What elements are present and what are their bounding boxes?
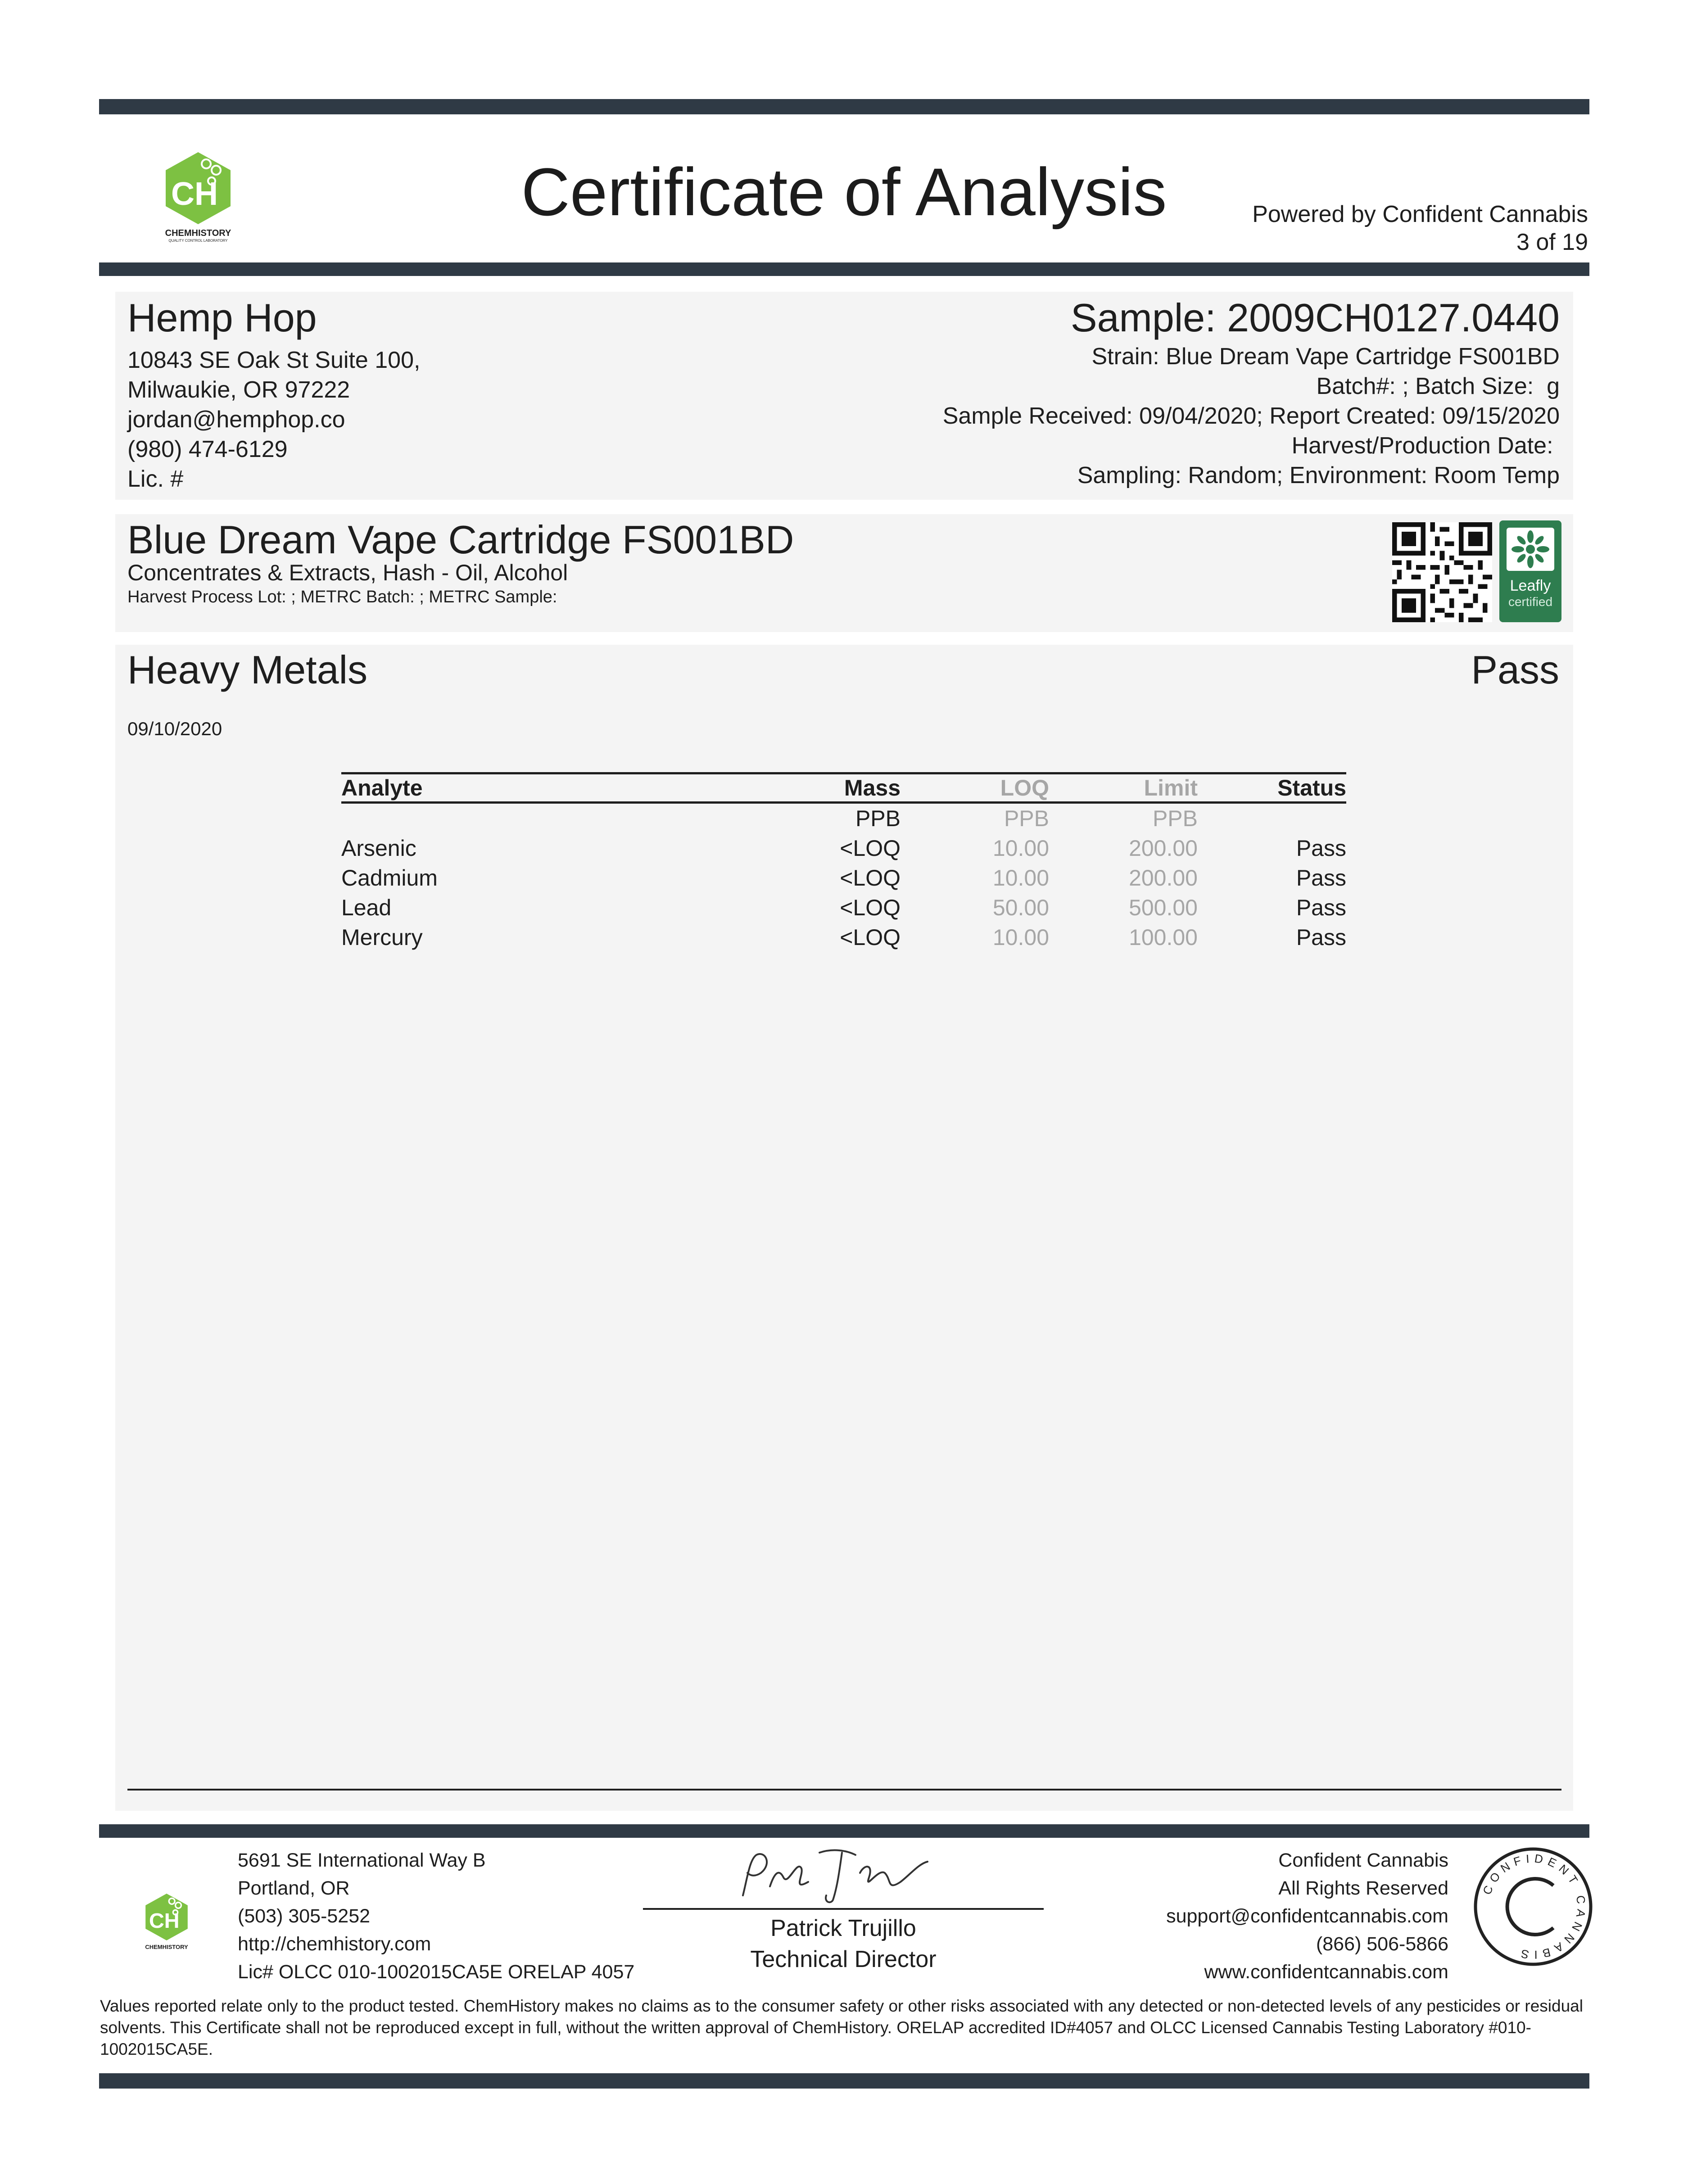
sample-batch: Batch#: ; Batch Size: g bbox=[1316, 373, 1560, 399]
product-category: Concentrates & Extracts, Hash - Oil, Alcohol bbox=[127, 560, 568, 585]
footer-lab-logo-text: CHEMHISTORY bbox=[145, 1944, 188, 1950]
page-number: 3 of 19 bbox=[1516, 229, 1588, 255]
cc-website[interactable]: www.confidentcannabis.com bbox=[1204, 1961, 1448, 1983]
client-address-2: Milwaukie, OR 97222 bbox=[127, 377, 350, 403]
section-result: Pass bbox=[1471, 647, 1559, 692]
bottom-bar bbox=[99, 2073, 1589, 2089]
sample-dates: Sample Received: 09/04/2020; Report Created: 09/15/2020 bbox=[942, 403, 1560, 429]
mass-cell: <LOQ bbox=[840, 836, 901, 861]
analyte-cell: Mercury bbox=[341, 925, 423, 950]
lab-license: Lic# OLCC 010-1002015CA5E ORELAP 4057 bbox=[238, 1961, 635, 1983]
lab-phone: (503) 305-5252 bbox=[238, 1905, 371, 1927]
col-loq: LOQ bbox=[1000, 775, 1049, 800]
analyte-cell: Lead bbox=[341, 895, 392, 920]
signature-line bbox=[643, 1908, 1044, 1910]
seal-text: CONFIDENT CANNABIS bbox=[1480, 1851, 1588, 1962]
page-title: Certificate of Analysis bbox=[521, 154, 1167, 230]
signature-image bbox=[729, 1841, 955, 1909]
footer-top-bar bbox=[99, 1824, 1589, 1838]
svg-text:CH: CH bbox=[149, 1909, 180, 1932]
unit-mass: PPB bbox=[855, 806, 901, 831]
status-cell: Pass bbox=[1296, 865, 1346, 891]
sample-sampling: Sampling: Random; Environment: Room Temp bbox=[1077, 462, 1560, 488]
chemhistory-hexagon-icon bbox=[137, 1891, 196, 1941]
sample-harvest-date: Harvest/Production Date: bbox=[1291, 433, 1560, 459]
leafly-leaf-icon bbox=[1499, 520, 1561, 574]
analyte-cell: Arsenic bbox=[341, 836, 416, 861]
lab-address-1: 5691 SE International Way B bbox=[238, 1849, 486, 1871]
header-divider-bar bbox=[99, 262, 1589, 276]
client-address-1: 10843 SE Oak St Suite 100, bbox=[127, 347, 421, 373]
cc-phone: (866) 506-5866 bbox=[1316, 1933, 1448, 1955]
lab-website[interactable]: http://chemhistory.com bbox=[238, 1933, 431, 1955]
qr-code-icon[interactable] bbox=[1392, 522, 1492, 622]
confident-cannabis-seal-icon bbox=[1472, 1846, 1594, 1967]
lab-logo-tagline: QUALITY CONTROL LABORATORY bbox=[168, 239, 228, 243]
svg-text:CONFIDENT CANNABIS bbox=[1480, 1851, 1588, 1962]
cc-name: Confident Cannabis bbox=[1278, 1849, 1448, 1871]
unit-loq: PPB bbox=[1004, 806, 1049, 831]
limit-cell: 100.00 bbox=[1129, 925, 1198, 950]
limit-cell: 200.00 bbox=[1129, 865, 1198, 891]
table-row bbox=[341, 863, 1346, 893]
limit-cell: 200.00 bbox=[1129, 836, 1198, 861]
table-header-row bbox=[341, 772, 1346, 804]
analyte-cell: Cadmium bbox=[341, 865, 438, 891]
signatory-name: Patrick Trujillo bbox=[770, 1915, 916, 1941]
lab-logo-text: CHEMHISTORY bbox=[165, 228, 231, 238]
lab-address-2: Portland, OR bbox=[238, 1877, 350, 1899]
section-title: Heavy Metals bbox=[127, 647, 368, 692]
leafly-certified-label: certified bbox=[1508, 595, 1553, 609]
results-bottom-rule bbox=[127, 1789, 1561, 1791]
leafly-label: Leafly bbox=[1510, 577, 1551, 594]
client-phone: (980) 474-6129 bbox=[127, 436, 288, 462]
table-units-row bbox=[341, 804, 1346, 833]
col-limit: Limit bbox=[1144, 775, 1198, 800]
loq-cell: 10.00 bbox=[992, 836, 1049, 861]
mass-cell: <LOQ bbox=[840, 925, 901, 950]
leafly-certified-badge bbox=[1499, 520, 1561, 622]
loq-cell: 50.00 bbox=[992, 895, 1049, 920]
table-row bbox=[341, 893, 1346, 922]
client-license: Lic. # bbox=[127, 466, 184, 492]
cc-email[interactable]: support@confidentcannabis.com bbox=[1166, 1905, 1448, 1927]
status-cell: Pass bbox=[1296, 925, 1346, 950]
product-lot-info: Harvest Process Lot: ; METRC Batch: ; METRC Sample: bbox=[127, 588, 557, 606]
loq-cell: 10.00 bbox=[992, 865, 1049, 891]
chemhistory-footer-logo bbox=[137, 1891, 196, 1949]
mass-cell: <LOQ bbox=[840, 895, 901, 920]
svg-text:CH: CH bbox=[171, 176, 218, 212]
powered-by: Powered by Confident Cannabis bbox=[1252, 201, 1588, 227]
top-bar bbox=[99, 99, 1589, 114]
cc-rights: All Rights Reserved bbox=[1278, 1877, 1448, 1899]
disclaimer: Values reported relate only to the product tested. ChemHistory makes no claims as to the consumer safety or other risks associated with any detected or non-detected levels of any pesticides or residual solvents. This Certificate shall not be reproduced except in full, without the written approval of ChemHistory. ORELAP accredited ID#4057 and OLCC Licensed Cannabis Testing Laboratory #010-1002015CA5E. bbox=[100, 1997, 1583, 2058]
col-status: Status bbox=[1277, 775, 1346, 800]
sample-id: Sample: 2009CH0127.0440 bbox=[1070, 295, 1560, 340]
heavy-metals-table bbox=[341, 772, 1346, 952]
client-name: Hemp Hop bbox=[127, 295, 317, 340]
product-name: Blue Dream Vape Cartridge FS001BD bbox=[127, 517, 794, 562]
sample-strain: Strain: Blue Dream Vape Cartridge FS001BD bbox=[1091, 344, 1560, 370]
table-row bbox=[341, 833, 1346, 863]
mass-cell: <LOQ bbox=[840, 865, 901, 891]
col-analyte: Analyte bbox=[341, 775, 423, 800]
signatory-title: Technical Director bbox=[750, 1946, 937, 1972]
table-row bbox=[341, 922, 1346, 952]
status-cell: Pass bbox=[1296, 895, 1346, 920]
status-cell: Pass bbox=[1296, 836, 1346, 861]
unit-limit: PPB bbox=[1152, 806, 1198, 831]
col-mass: Mass bbox=[844, 775, 901, 800]
limit-cell: 500.00 bbox=[1129, 895, 1198, 920]
section-date: 09/10/2020 bbox=[127, 718, 222, 739]
client-email: jordan@hemphop.co bbox=[127, 407, 345, 433]
loq-cell: 10.00 bbox=[992, 925, 1049, 950]
